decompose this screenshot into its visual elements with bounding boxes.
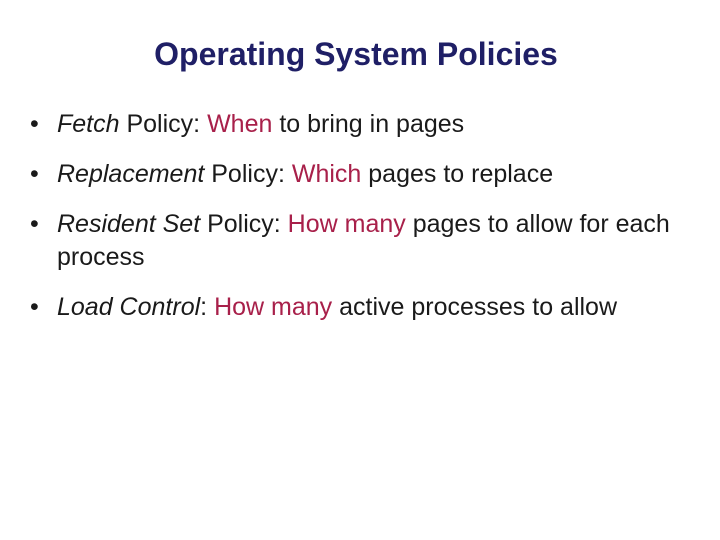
- bullet-mark: •: [30, 293, 39, 321]
- policy-highlight: How many: [287, 210, 406, 238]
- policy-description: pages to replace: [361, 160, 554, 188]
- policy-description: to bring in pages: [272, 110, 465, 138]
- policy-description: pages to allow for each process: [57, 210, 670, 271]
- policy-highlight: When: [207, 110, 273, 138]
- policy-highlight: How many: [214, 293, 333, 321]
- policy-suffix: Policy:: [204, 160, 292, 188]
- bullet-resident-set-policy: [30, 208, 670, 274]
- bullet-replacement-policy: [30, 158, 670, 191]
- policy-term: Fetch: [57, 110, 120, 138]
- policy-suffix: Policy:: [200, 210, 288, 238]
- policy-term: Resident Set: [57, 210, 201, 238]
- bullet-mark: •: [30, 110, 39, 138]
- bullet-mark: •: [30, 160, 39, 188]
- bullet-mark: •: [30, 210, 39, 238]
- policy-suffix: :: [200, 293, 215, 321]
- bullet-load-control: [30, 291, 670, 324]
- bullet-list: [30, 108, 670, 341]
- policy-highlight: Which: [291, 160, 362, 188]
- bullet-fetch-policy: [30, 108, 670, 141]
- policy-term: Load Control: [57, 293, 201, 321]
- slide-title: Operating System Policies: [154, 36, 558, 72]
- policy-term: Replacement: [57, 160, 205, 188]
- policy-description: active processes to allow: [332, 293, 618, 321]
- policy-suffix: Policy:: [119, 110, 208, 138]
